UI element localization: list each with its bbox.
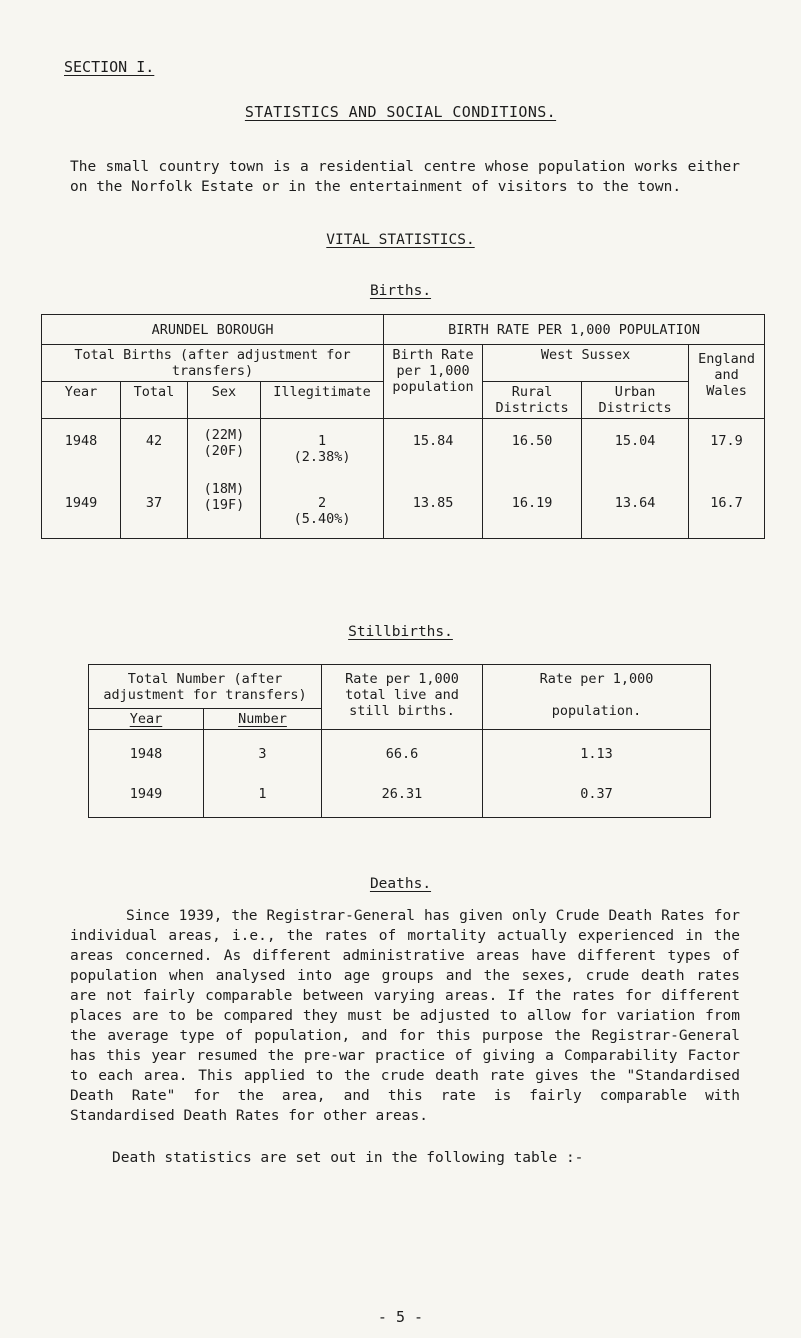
west-sussex-header: West Sussex (483, 345, 689, 382)
stillbirths-number-header: Number (204, 709, 322, 730)
table-row: 1948 3 66.6 1.13 (89, 730, 711, 770)
rate-per-births-header: Rate per 1,000 total live and still births. (322, 665, 483, 730)
rate-per-population-header: Rate per 1,000 population. (483, 665, 711, 730)
vital-statistics-heading: VITAL STATISTICS. (326, 232, 475, 248)
stillbirths-total-header: Total Number (after adjustment for transfers) (89, 665, 322, 709)
illegitimate-header: Illegitimate (261, 382, 384, 419)
death-statistics-line: Death statistics are set out in the following table :- (112, 1150, 584, 1166)
table-row: 1949 37 (18M) (19F) 2 (5.40%) 13.85 16.19 13.64 16.7 (42, 473, 765, 539)
stillbirths-year-header: Year (89, 709, 204, 730)
rural-districts-header: Rural Districts (483, 382, 582, 419)
urban-districts-header: Urban Districts (582, 382, 689, 419)
births-table (41, 314, 765, 539)
england-wales-header: England and Wales (689, 345, 765, 419)
births-right-header: BIRTH RATE PER 1,000 POPULATION (384, 315, 765, 345)
sex-header: Sex (188, 382, 261, 419)
page-title: STATISTICS AND SOCIAL CONDITIONS. (244, 103, 557, 121)
births-left-header: ARUNDEL BOROUGH (42, 315, 384, 345)
table-row: 1948 42 (22M) (20F) 1 (2.38%) 15.84 16.50 15.04 17.9 (42, 419, 765, 473)
stillbirths-heading: Stillbirths. (348, 624, 453, 640)
section-label: SECTION I. (64, 58, 155, 76)
deaths-heading: Deaths. (369, 876, 432, 892)
births-heading: Births. (369, 283, 432, 299)
table-row: 1949 1 26.31 0.37 (89, 770, 711, 818)
year-header: Year (42, 382, 121, 419)
total-header: Total (121, 382, 188, 419)
birth-rate-header: Birth Rate per 1,000 population (384, 345, 483, 419)
deaths-paragraph: Since 1939, the Registrar-General has given only Crude Death Rates for individual areas, i.e., the rates of mortality actually experienced in the areas concerned. As different administrative areas have different types of population when analysed into age groups and the sexes, crude death rates are not fairly comparable between varying areas. If the rates for different places are to be compared they must be adjusted to allow for variation from the average type of population, and for this purpose the Registrar-General has this year resumed the pre-war practice of giving a Comparability Factor to each area. This applied to the crude death rate gives the "Standardised Death Rate" for the area, and this rate is fairly comparable with Standardised Death Rates for other areas. (70, 908, 740, 1124)
stillbirths-table (88, 664, 711, 818)
total-births-header: Total Births (after adjustment for transfers) (42, 345, 384, 382)
intro-paragraph: The small country town is a residential centre whose population works either on the Norfolk Estate or in the entertainment of visitors to the town. (70, 159, 740, 195)
page-number: - 5 - (377, 1308, 424, 1326)
